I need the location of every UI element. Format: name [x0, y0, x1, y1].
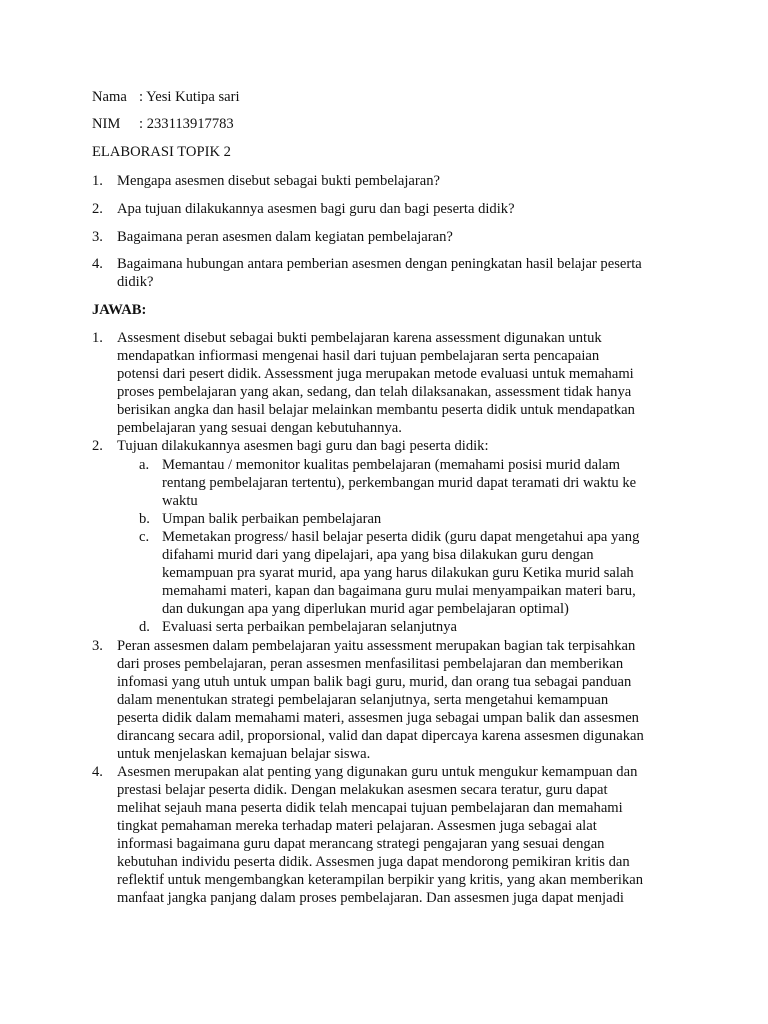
sub-item-letter: a.: [139, 457, 150, 473]
answer-line: reflektif untuk mengembangkan keterampilan berpikir yang kritis, yang akan memberikan: [117, 872, 644, 888]
sub-item-line: memahami materi, kapan dan bagaimana guru mulai menyampaikan materi baru,: [162, 583, 636, 599]
answer-line: proses pembelajaran yang akan, sedang, dan telah dilaksanakan, assessment tidak hanya: [117, 384, 632, 400]
sub-item-line: kemampuan pra syarat murid, apa yang harus dilakukan guru Ketika murid salah: [162, 565, 634, 581]
name-label: Nama: [92, 89, 127, 105]
answer-line: infomasi yang utuh untuk umpan balik bagi guru, murid, dan orang tua sebagai panduan: [117, 674, 632, 690]
sub-item-line: waktu: [162, 493, 198, 509]
question-text: Mengapa asesmen disebut sebagai bukti pembelajaran?: [117, 173, 440, 189]
answer-line: dalam menentukan strategi pembelajaran selanjutnya, serta mengetahui kemampuan: [117, 692, 609, 708]
name-value: : Yesi Kutipa sari: [139, 89, 240, 105]
question-number: 1.: [92, 173, 103, 189]
nim-label: NIM: [92, 116, 121, 132]
answer-line: berisikan angka dan hasil belajar melainkan membantu peserta didik untuk mendapatkan: [117, 402, 635, 418]
question-number: 3.: [92, 229, 103, 245]
sub-item-line: Memetakan progress/ hasil belajar peserta didik (guru dapat mengetahui apa yang: [162, 529, 640, 545]
answer-line: informasi bagaimana guru dapat merancang strategi pengajaran yang sesuai dengan: [117, 836, 605, 852]
sub-item-line: Evaluasi serta perbaikan pembelajaran selanjutnya: [162, 619, 457, 635]
answer-line: Asesmen merupakan alat penting yang digunakan guru untuk mengukur kemampuan dan: [117, 764, 638, 780]
sub-item-line: dan dukungan apa yang diperlukan murid agar pembelajaran optimal): [162, 601, 569, 617]
answer-number: 3.: [92, 638, 103, 654]
answer-line: dari proses pembelajaran, peran assesmen menfasilitasi pembelajaran dan memberikan: [117, 656, 624, 672]
answer-number: 4.: [92, 764, 103, 780]
sub-item-letter: d.: [139, 619, 150, 635]
sub-item-line: Umpan balik perbaikan pembelajaran: [162, 511, 382, 527]
question-text: Bagaimana peran asesmen dalam kegiatan pembelajaran?: [117, 229, 453, 245]
answer-line: melihat sejauh mana peserta didik telah mencapai tujuan pembelajaran dan memahami: [117, 800, 623, 816]
answer-heading: JAWAB:: [92, 302, 147, 318]
sub-item-line: Memantau / memonitor kualitas pembelajaran (memahami posisi murid dalam: [162, 457, 620, 473]
answer-line: mendapatkan infiormasi mengenai hasil dari tujuan pembelajaran serta pencapaian: [117, 348, 600, 364]
answer-line: kebutuhan individu peserta didik. Assesmen juga dapat mendorong pemikiran kritis dan: [117, 854, 630, 870]
answer-line: manfaat jangka panjang dalam proses pembelajaran. Dan assesmen juga dapat menjadi: [117, 890, 624, 906]
answer-line: untuk menjelaskan kemajuan belajar siswa.: [117, 746, 371, 762]
sub-item-line: difahami murid dari yang dipelajari, apa yang bisa dilakukan guru dengan: [162, 547, 594, 563]
question-number: 2.: [92, 201, 103, 217]
sub-item-letter: c.: [139, 529, 150, 545]
answer-line: peserta didik dalam memahami materi, assesmen juga sebagai umpan balik dan assesmen: [117, 710, 639, 726]
sub-item-letter: b.: [139, 511, 150, 527]
answer-line: Assesment disebut sebagai bukti pembelajaran karena assessment digunakan untuk: [117, 330, 602, 346]
question-text: Apa tujuan dilakukannya asesmen bagi guru dan bagi peserta didik?: [117, 201, 515, 217]
answer-line: dirancang secara adil, proporsional, valid dan dapat dipercaya karena assesmen digunakan: [117, 728, 644, 744]
answer-intro: Tujuan dilakukannya asesmen bagi guru dan bagi peserta didik:: [117, 438, 489, 454]
question-text: didik?: [117, 274, 154, 290]
question-text: Bagaimana hubungan antara pemberian asesmen dengan peningkatan hasil belajar peserta: [117, 256, 642, 272]
question-number: 4.: [92, 256, 103, 272]
answer-line: pembelajaran yang sesuai dengan kebutuhannya.: [117, 420, 402, 436]
answer-line: Peran assesmen dalam pembelajaran yaitu assessment merupakan bagian tak terpisahkan: [117, 638, 636, 654]
sub-item-line: rentang pembelajaran tertentu), perkembangan murid dapat teramati dri waktu ke: [162, 475, 637, 491]
nim-value: : 233113917783: [139, 116, 234, 132]
answer-line: tingkat pemahaman mereka terhadap materi pelajaran. Assesmen juga sebagai alat: [117, 818, 597, 834]
answer-line: prestasi belajar peserta didik. Dengan melakukan asesmen secara teratur, guru dapat: [117, 782, 608, 798]
answer-number: 1.: [92, 330, 103, 346]
answer-line: potensi dari pesert didik. Assessment juga merupakan metode evaluasi untuk memahami: [117, 366, 634, 382]
page-title: ELABORASI TOPIK 2: [92, 144, 231, 160]
answer-number: 2.: [92, 438, 103, 454]
